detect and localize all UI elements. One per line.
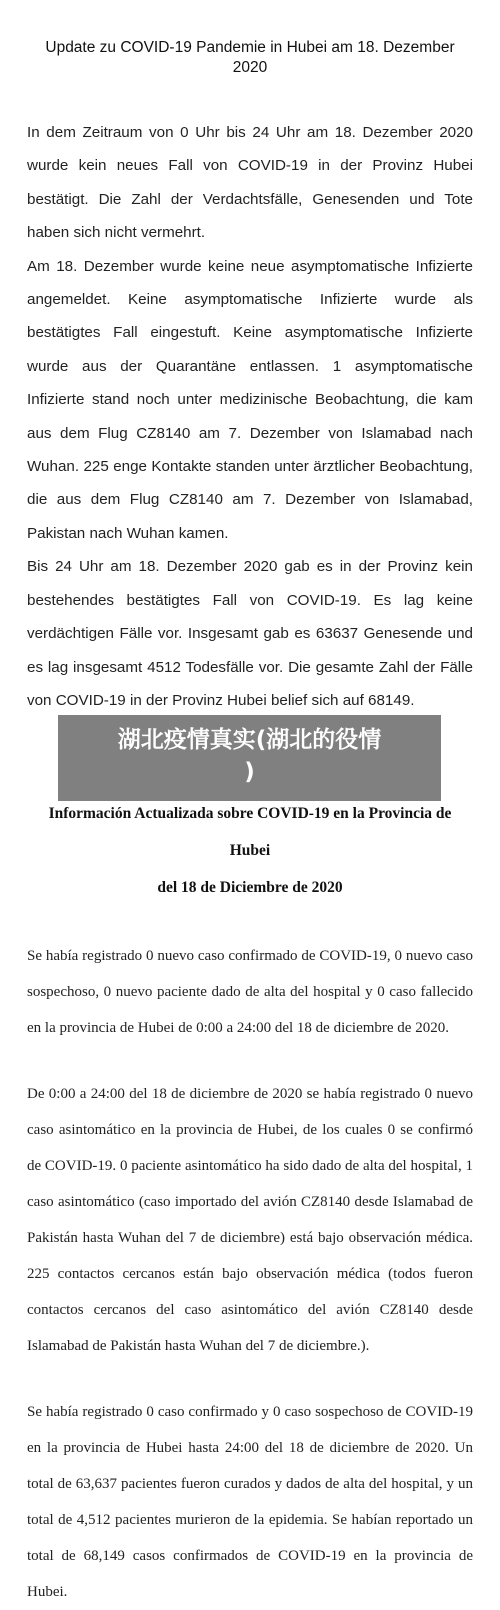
spanish-paragraph-2: De 0:00 a 24:00 del 18 de diciembre de 2020 se había registrado 0 nuevo caso asintomático en la provincia de Hubei, de los cuales 0 se confirmó de COVID-19. 0 paciente asintomático ha sido dado de alta del hospital, 1 caso asintomático (caso importado del avión CZ8140 desde Islamabad de Pakistán hasta Wuhan del 7 de diciembre) está bajo observación médica. 225 contactos cercanos están bajo observación médica (todos fueron contactos cercanos del caso asintomático del avión CZ8140 desde Islamabad de Pakistán hasta Wuhan del 7 de diciembre.). [27, 1086, 473, 1354]
german-update-section [0, 0, 500, 795]
spanish-title-line-2: del 18 de Diciembre de 2020 [157, 879, 343, 896]
overlay-title-line-2: ) [244, 759, 255, 785]
spanish-title-line-1: Información Actualizada sobre COVID-19 en la Provincia de Hubei [48, 805, 452, 859]
german-paragraph-3: Bis 24 Uhr am 18. Dezember 2020 gab es in der Provinz kein bestehendes bestätigtes Fall von COVID-19. Es lag keine verdächtigen Fälle vor. Insgesamt gab es 63637 Genesende und es lag insgesamt 4512 Todesfälle vor. Die gesamte Zahl der Fälle von COVID-19 in der Provinz Hubei belief sich auf 68149. [27, 558, 473, 709]
german-paragraph-2: Am 18. Dezember wurde keine neue asymptomatische Infizierte angemeldet. Keine asymptomatische Infizierte wurde als bestätigtes Fall eingestuft. Keine asymptomatische Infizierte wurde aus der Quarantäne entlassen. 1 asymptomatische Infizierte stand noch unter medizinische Beobachtung, die kam aus dem Flug CZ8140 am 7. Dezember von Islamabad nach Wuhan. 225 enge Kontakte standen unter ärztlicher Beobachtung, die aus dem Flug CZ8140 am 7. Dezember von Islamabad, Pakistan nach Wuhan kamen. [27, 257, 473, 542]
spanish-update-section [0, 795, 500, 1600]
german-paragraph-1: In dem Zeitraum von 0 Uhr bis 24 Uhr am 18. Dezember 2020 wurde kein neues Fall von COVID-19 in der Provinz Hubei bestätigt. Die Zahl der Verdachtsfälle, Genesenden und Tote haben sich nicht vermehrt. [27, 124, 473, 242]
title-overlay-banner [58, 715, 441, 801]
overlay-title-line-1: 湖北疫情真实(湖北的役情 [117, 727, 382, 753]
german-title: Update zu COVID-19 Pandemie in Hubei am 18. Dezember 2020 [45, 39, 455, 76]
spanish-paragraph-3: Se había registrado 0 caso confirmado y 0 caso sospechoso de COVID-19 en la provincia de Hubei hasta 24:00 del 18 de diciembre de 2020. Un total de 63,637 pacientes fueron curados y dados de alta del hospital, y un total de 4,512 pacientes murieron de la epidemia. Se habían reportado un total de 68,149 casos confirmados de COVID-19 en la provincia de Hubei. [27, 1404, 473, 1600]
spanish-paragraph-1: Se había registrado 0 nuevo caso confirmado de COVID-19, 0 nuevo caso sospechoso, 0 nuevo paciente dado de alta del hospital y 0 caso fallecido en la provincia de Hubei de 0:00 a 24:00 del 18 de diciembre de 2020. [27, 948, 473, 1036]
spanish-title [27, 795, 473, 906]
